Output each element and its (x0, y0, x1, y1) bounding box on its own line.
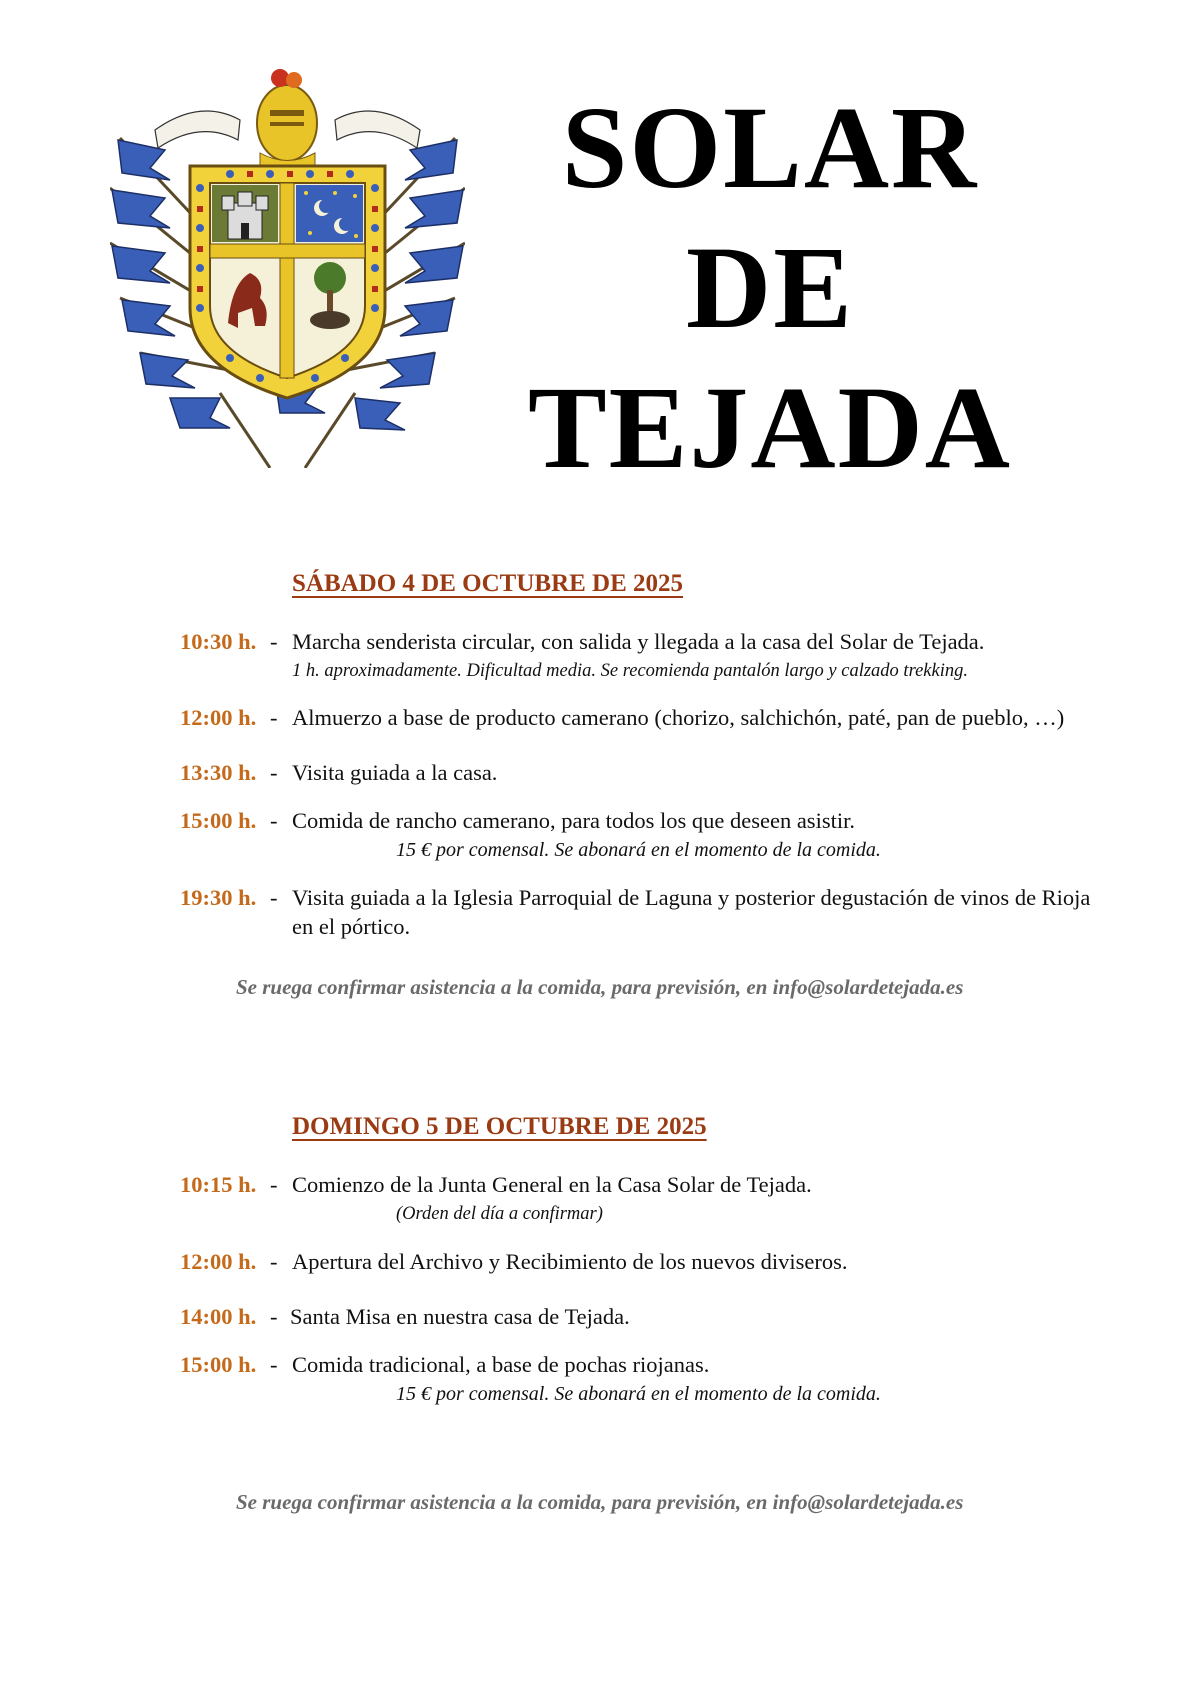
event-time: 13:30 h. (180, 760, 257, 785)
event-text: Comida tradicional, a base de pochas riojanas. (292, 1352, 710, 1377)
title-line-1: SOLAR (561, 82, 979, 213)
event-text: Almuerzo a base de producto camerano (chorizo, salchichón, paté, pan de pueblo, …) (292, 705, 1065, 730)
event-text: Comida de rancho camerano, para todos los que deseen asistir. (292, 808, 855, 833)
event-note: (Orden del día a confirmar) (396, 1204, 603, 1224)
event-text: Comienzo de la Junta General en la Casa Solar de Tejada. (292, 1172, 812, 1197)
event-note: 1 h. aproximadamente. Dificultad media. Se recomienda pantalón largo y calzado trekking. (292, 661, 968, 681)
event-time: 14:00 h. (180, 1304, 257, 1329)
event-text: Visita guiada a la Iglesia Parroquial de Laguna y posterior degustación de vinos de Rioja en el pórtico. (292, 885, 1091, 939)
event-note: 15 € por comensal. Se abonará en el momento de la comida. (396, 839, 881, 861)
coat-of-arms-image (110, 68, 465, 468)
event-text: Santa Misa en nuestra casa de Tejada. (290, 1304, 630, 1329)
title-line-3: TEJADA (527, 362, 1013, 493)
event-time: 15:00 h. (180, 808, 257, 833)
event-time: 12:00 h. (180, 705, 257, 730)
event-note: 15 € por comensal. Se abonará en el momento de la comida. (396, 1383, 881, 1405)
sunday-confirm-note: Se ruega confirmar asistencia a la comida, para previsión, en info@solardetejada.es (236, 1490, 964, 1514)
event-text: Visita guiada a la casa. (292, 760, 498, 785)
event-text: Marcha senderista circular, con salida y llegada a la casa del Solar de Tejada. (292, 629, 985, 654)
event-time: 10:15 h. (180, 1172, 257, 1197)
saturday-heading: SÁBADO 4 DE OCTUBRE DE 2025 (292, 570, 684, 597)
event-time: 19:30 h. (180, 885, 257, 910)
sunday-heading: DOMINGO 5 DE OCTUBRE DE 2025 (292, 1113, 707, 1140)
event-time: 15:00 h. (180, 1352, 257, 1377)
event-text: Apertura del Archivo y Recibimiento de los nuevos diviseros. (292, 1249, 848, 1274)
page-title (490, 78, 1050, 498)
saturday-confirm-note: Se ruega confirmar asistencia a la comida, para previsión, en info@solardetejada.es (236, 975, 964, 999)
event-time: 10:30 h. (180, 629, 257, 654)
title-line-2: DE (686, 222, 854, 353)
event-time: 12:00 h. (180, 1249, 257, 1274)
